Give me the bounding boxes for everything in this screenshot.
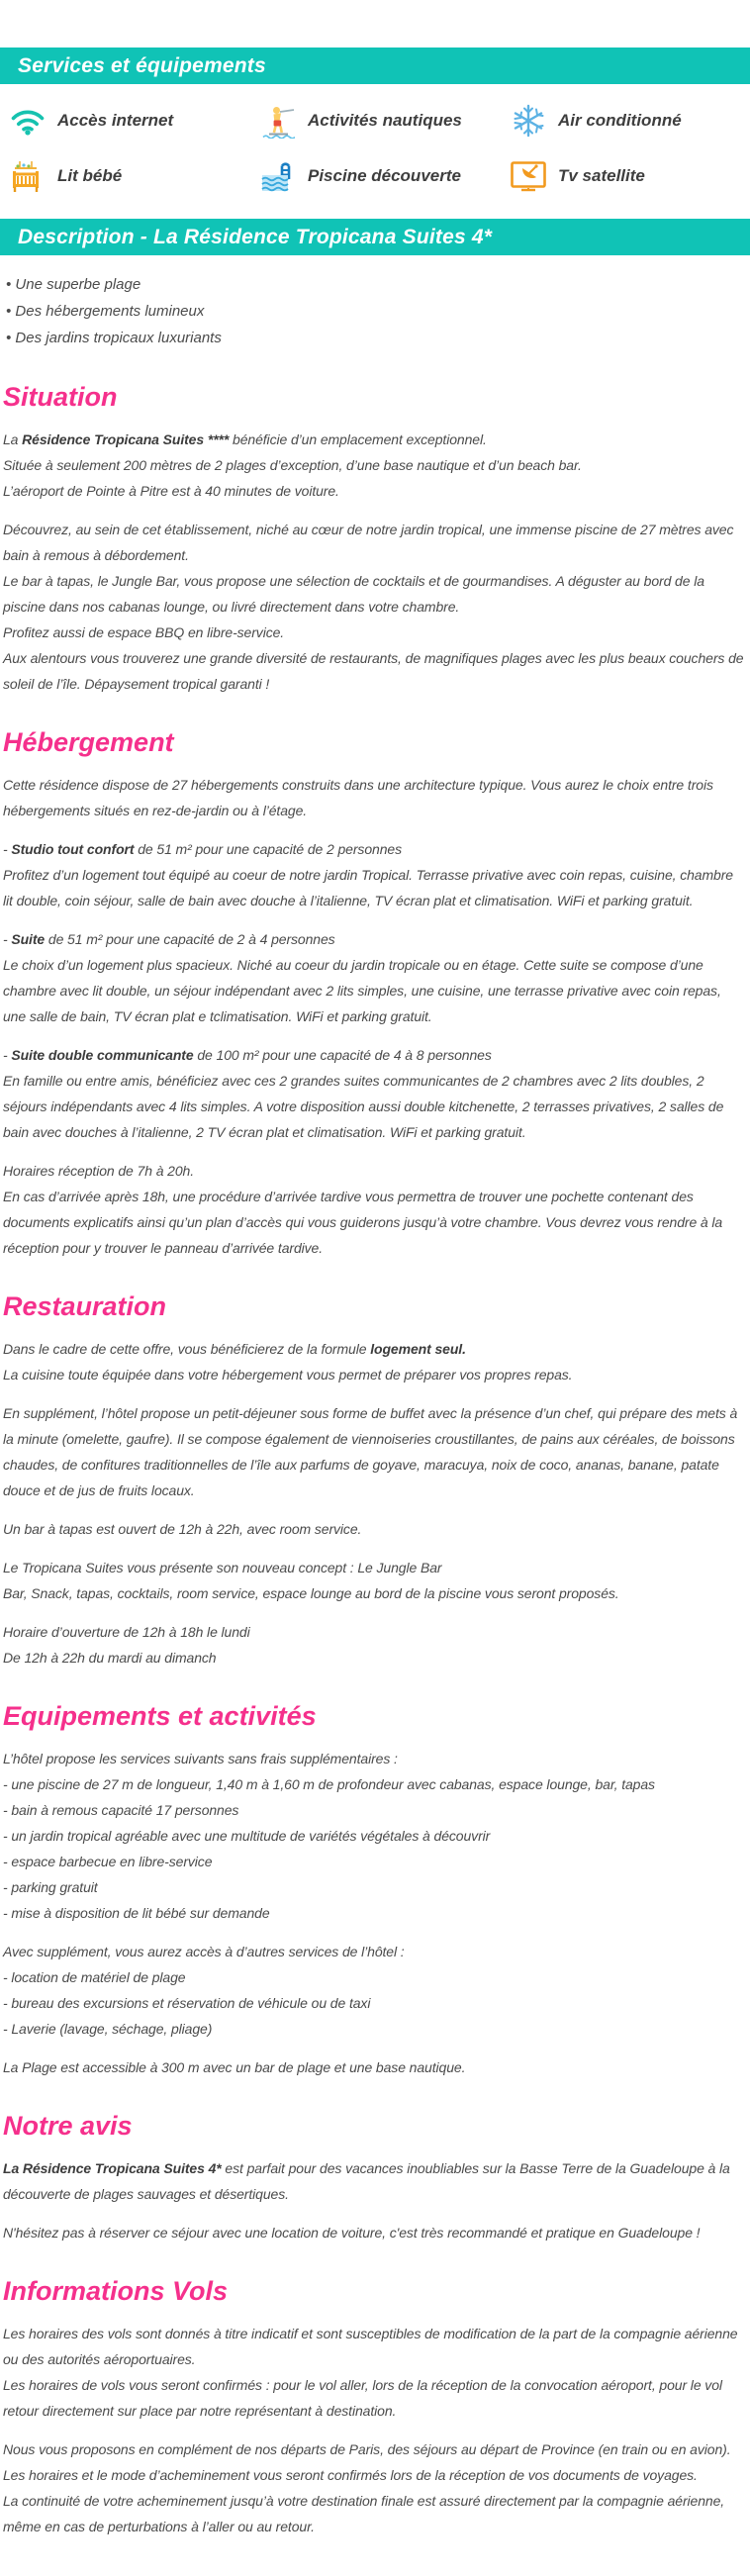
- section-restauration: [3, 1290, 746, 1670]
- service-item: [258, 157, 509, 195]
- description-banner: [0, 219, 750, 255]
- paragraph: Horaires réception de 7h à 20h. En cas d’arrivée après 18h, une procédure d’arrivée tardive vous permettra de trouver une pochette contenant des documents explicatifs ainsi qu’un plan d’accès qui vous guiderons jusqu’à votre chambre. Vous devrez vous rendre à la réception pour y trouver le panneau d’arrivée tardive.: [3, 1163, 723, 1256]
- paragraph: Découvrez, au sein de cet établissement, niché au cœur de notre jardin tropical, une immense piscine de 27 mètres avec bain à remous à débordement. Le bar à tapas, le Jungle Bar, vous propose une sélection de cocktails et de gourmandises. A déguster au bord de la piscine dans nos cabanas lounge, ou livré directement dans votre chambre. Profitez aussi de espace BBQ en libre-service. Aux alentours vous trouverez une grande diversité de restaurants, de magnifiques plages avec les plus beaux couchers de soleil de l’île. Dépaysement tropical garanti !: [3, 522, 744, 692]
- highlight-item: • Une superbe plage: [6, 271, 746, 298]
- service-label: Piscine découverte: [308, 166, 461, 185]
- sections: [3, 381, 746, 2539]
- paragraph: - Suite double communicante de 100 m² pour une capacité de 4 à 8 personnes En famille ou entre amis, bénéficiez avec ces 2 grandes suites communicantes de 2 chambres avec 2 lits doubles, 2 séjours indépendants avec 4 lits simples. A votre disposition aussi double kitchenette, 2 terrasses privatives, 2 salles de bain avec douches à l’italienne, 2 TV écran plat et climatisation. WiFi et parking gratuit.: [3, 1047, 724, 1140]
- section-situation: [3, 381, 746, 697]
- paragraph: - Suite de 51 m² pour une capacité de 2 à 4 personnes Le choix d’un logement plus spacieux. Niché au coeur du jardin tropicale ou en étage. Cette suite se compose d’une chambre avec lit double, un séjour indépendant avec 2 lits simples, une cuisine, une terrasse privative avec coin repas, une salle de bain, TV écran plat e tclimatisation. WiFi et parking gratuit.: [3, 931, 721, 1024]
- service-label: Activités nautiques: [308, 111, 462, 130]
- section-notre-avis: [3, 2110, 746, 2245]
- services-grid: [0, 84, 750, 219]
- paragraph: La Résidence Tropicana Suites **** bénéficie d’un emplacement exceptionnel. Située à seulement 200 mètres de 2 plages d’exception, d’une base nautique et d’un beach bar. L’aéroport de Pointe à Pitre est à 40 minutes de voiture.: [3, 431, 582, 499]
- paragraph: Avec supplément, vous aurez accès à d’autres services de l’hôtel : - location de matériel de plage - bureau des excursions et réservation de véhicule ou de taxi - Laverie (lavage, séchage, pliage): [3, 1944, 405, 2037]
- section-heading: Notre avis: [3, 2111, 133, 2141]
- service-item: [509, 102, 750, 140]
- paragraph: - Studio tout confort de 51 m² pour une capacité de 2 personnes Profitez d’un logement tout équipé au coeur de notre jardin Tropical. Terrasse privative avec coin repas, cuisine, chambre lit double, coin séjour, salle de bain avec douche à l’italienne, TV écran plat et climatisation. WiFi et parking gratuit.: [3, 841, 733, 908]
- paragraph: Cette résidence dispose de 27 hébergements construits dans une architecture typique. Vous aurez le choix entre trois hébergements situés en rez-de-jardin ou à l’étage.: [3, 777, 713, 818]
- service-label: Accès internet: [57, 111, 174, 130]
- water-ski-icon: [258, 102, 298, 140]
- section-informations-vols: [3, 2275, 746, 2539]
- service-item: [509, 157, 750, 195]
- section-hebergement: [3, 726, 746, 1261]
- paragraph: Les horaires des vols sont donnés à titre indicatif et sont susceptibles de modification de la part de la compagnie aérienne ou des autorités aéroportuaires. Les horaires de vols vous seront confirmés : pour le vol aller, lors de la réception de la convocation aéroport, pour le vol retour directement sur place par notre représentant à destination.: [3, 2326, 738, 2419]
- crib-icon: [8, 157, 47, 195]
- paragraph: L’hôtel propose les services suivants sans frais supplémentaires : - une piscine de 27 m de longueur, 1,40 m à 1,60 m de profondeur avec cabanas, espace lounge, bar, tapas - bain à remous capacité 17 personnes - un jardin tropical agréable avec une multitude de variétés végétales à découvrir - espace barbecue en libre-service - parking gratuit - mise à disposition de lit bébé sur demande: [3, 1751, 655, 1921]
- section-heading: Situation: [3, 382, 118, 412]
- paragraph: La Résidence Tropicana Suites 4* est parfait pour des vacances inoubliables sur la Basse Terre de la Guadeloupe à la découverte de plages sauvages et désertiques.: [3, 2160, 730, 2202]
- section-heading: Restauration: [3, 1291, 167, 1321]
- section-heading: Informations Vols: [3, 2276, 229, 2306]
- service-item: [8, 102, 258, 140]
- paragraph: Horaire d’ouverture de 12h à 18h le lundi De 12h à 22h du mardi au dimanch: [3, 1624, 250, 1666]
- section-heading: Equipements et activités: [3, 1701, 317, 1731]
- paragraph: Un bar à tapas est ouvert de 12h à 22h, avec room service.: [3, 1521, 362, 1537]
- services-banner: [0, 48, 750, 84]
- description-banner-title: Description - La Résidence Tropicana Suites 4*: [18, 225, 493, 248]
- highlight-item: • Des jardins tropicaux luxuriants: [6, 325, 746, 351]
- highlights-list: [3, 271, 746, 351]
- pool-icon: [258, 157, 298, 195]
- section-heading: Hébergement: [3, 727, 174, 757]
- tv-satellite-icon: [509, 157, 548, 195]
- services-banner-title: Services et équipements: [18, 53, 266, 77]
- section-equipements: [3, 1700, 746, 2080]
- wifi-icon: [8, 102, 47, 140]
- highlight-item: • Des hébergements lumineux: [6, 298, 746, 325]
- paragraph: En supplément, l’hôtel propose un petit-déjeuner sous forme de buffet avec la présence d’un chef, qui prépare des mets à la minute (omelette, gaufre). Il se compose également de viennoiseries croustillantes, de pains aux céréales, de boissons chaudes, de confitures traditionnelles de l’île aux parfums de goyave, maracuya, noix de coco, ananas, banane, patate douce et de jus de fruits locaux.: [3, 1405, 738, 1498]
- paragraph: La Plage est accessible à 300 m avec un bar de plage et une base nautique.: [3, 2059, 466, 2075]
- paragraph: N'hésitez pas à réserver ce séjour avec une location de voiture, c'est très recommandé et pratique en Guadeloupe !: [3, 2225, 701, 2241]
- service-label: Tv satellite: [558, 166, 645, 185]
- description-content: [0, 271, 750, 2576]
- paragraph: Dans le cadre de cette offre, vous bénéficierez de la formule logement seul. La cuisine toute équipée dans votre hébergement vous permet de préparer vos propres repas.: [3, 1341, 573, 1383]
- service-label: Lit bébé: [57, 166, 123, 185]
- paragraph: Nous vous proposons en complément de nos départs de Paris, des séjours au départ de Province (en train ou en avion). Les horaires et le mode d’acheminement vous seront confirmés lors de la réception de vos documents de voyages. La continuité de votre acheminement jusqu’à votre destination finale est assuré directement par la compagnie aérienne, même en cas de perturbations à l’aller ou au retour.: [3, 2441, 731, 2534]
- service-item: [8, 157, 258, 195]
- service-label: Air conditionné: [558, 111, 682, 130]
- snowflake-icon: [509, 102, 548, 140]
- service-item: [258, 102, 509, 140]
- paragraph: Le Tropicana Suites vous présente son nouveau concept : Le Jungle Bar Bar, Snack, tapas, cocktails, room service, espace lounge au bord de la piscine vous seront proposés.: [3, 1560, 619, 1601]
